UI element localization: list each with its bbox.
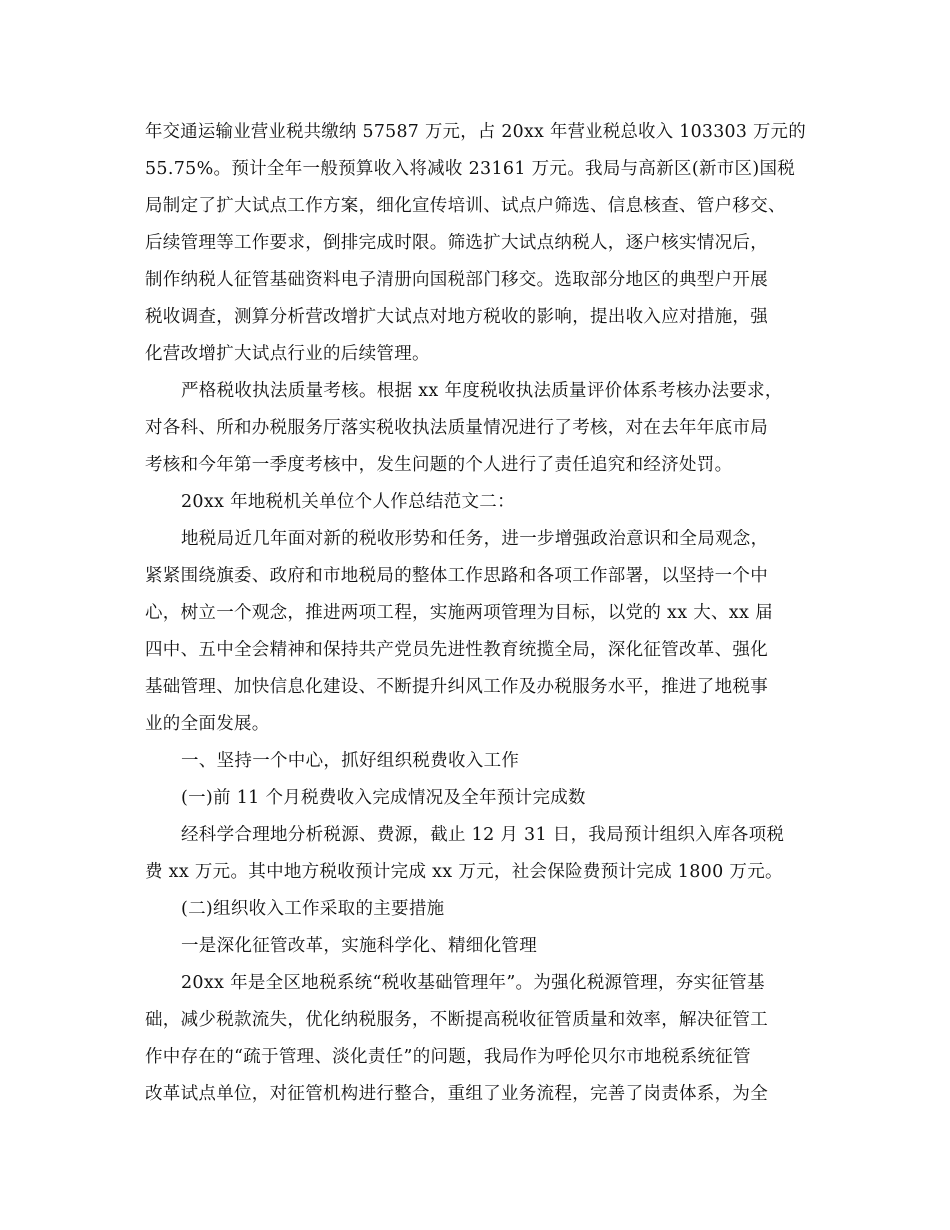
section-heading: 20xx 年地税机关单位个人作总结范文二： [181, 492, 515, 512]
text-line: 化营改增扩大试点行业的后续管理。 [145, 344, 430, 364]
text-line: 业的全面发展。 [145, 714, 270, 734]
text-line: 制作纳税人征管基础资料电子清册向国税部门移交。选取部分地区的典型户开展 [145, 270, 768, 290]
text-line: 对各科、所和办税服务厅落实税收执法质量情况进行了考核，对在去年年底市局 [145, 418, 768, 438]
text-line: 55.75%。预计全年一般预算收入将减收 23161 万元。我局与高新区(新市区)国税 [145, 159, 796, 179]
text-line: 四中、五中全会精神和保持共产党员先进性教育统揽全局，深化征管改革、强化 [145, 640, 768, 660]
subsection-heading: (二)组织收入工作采取的主要措施 [181, 899, 445, 919]
text-line: 经科学合理地分析税源、费源，截止 12 月 31 日，我局预计组织入库各项税 [181, 825, 785, 845]
text-line: 考核和今年第一季度考核中，发生问题的个人进行了责任追究和经济处罚。 [145, 455, 733, 475]
text-line: 费 xx 万元。其中地方税收预计完成 xx 万元，社会保险费预计完成 1800 万元。 [145, 862, 783, 882]
text-line: 20xx 年是全区地税系统“税收基础管理年”。为强化税源管理，夯实征管基 [181, 973, 765, 993]
text-line: 局制定了扩大试点工作方案，细化宣传培训、试点户筛选、信息核查、管户移交、 [145, 196, 786, 216]
text-line: 年交通运输业营业税共缴纳 57587 万元，占 20xx 年营业税总收入 103303 万元的 [145, 122, 806, 142]
text-line: 紧紧围绕旗委、政府和市地税局的整体工作思路和各项工作部署，以坚持一个中 [145, 566, 768, 586]
text-line: 严格税收执法质量考核。根据 xx 年度税收执法质量评价体系考核办法要求， [181, 381, 783, 401]
text-line: 础，减少税款流失，优化纳税服务，不断提高税收征管质量和效率，解决征管工 [145, 1010, 768, 1030]
text-line: 地税局近几年面对新的税收形势和任务，进一步增强政治意识和全局观念， [181, 529, 769, 549]
subsection-heading: (一)前 11 个月税费收入完成情况及全年预计完成数 [181, 788, 586, 808]
text-line: 税收调查，测算分析营改增扩大试点对地方税收的影响，提出收入应对措施，强 [145, 307, 768, 327]
text-line: 后续管理等工作要求，倒排完成时限。筛选扩大试点纳税人，逐户核实情况后， [145, 233, 768, 253]
text-line: 心，树立一个观念，推进两项工程，实施两项管理为目标，以党的 xx 大、xx 届 [145, 603, 773, 623]
text-line: 改革试点单位，对征管机构进行整合，重组了业务流程，完善了岗责体系，为全 [145, 1084, 768, 1104]
subsection-heading: 一是深化征管改革，实施科学化、精细化管理 [181, 936, 537, 956]
section-heading: 一、坚持一个中心，抓好组织税费收入工作 [181, 751, 520, 771]
text-line: 作中存在的“疏于管理、淡化责任”的问题，我局作为呼伦贝尔市地税系统征管 [145, 1047, 751, 1067]
text-line: 基础管理、加快信息化建设、不断提升纠风工作及办税服务水平，推进了地税事 [145, 677, 768, 697]
